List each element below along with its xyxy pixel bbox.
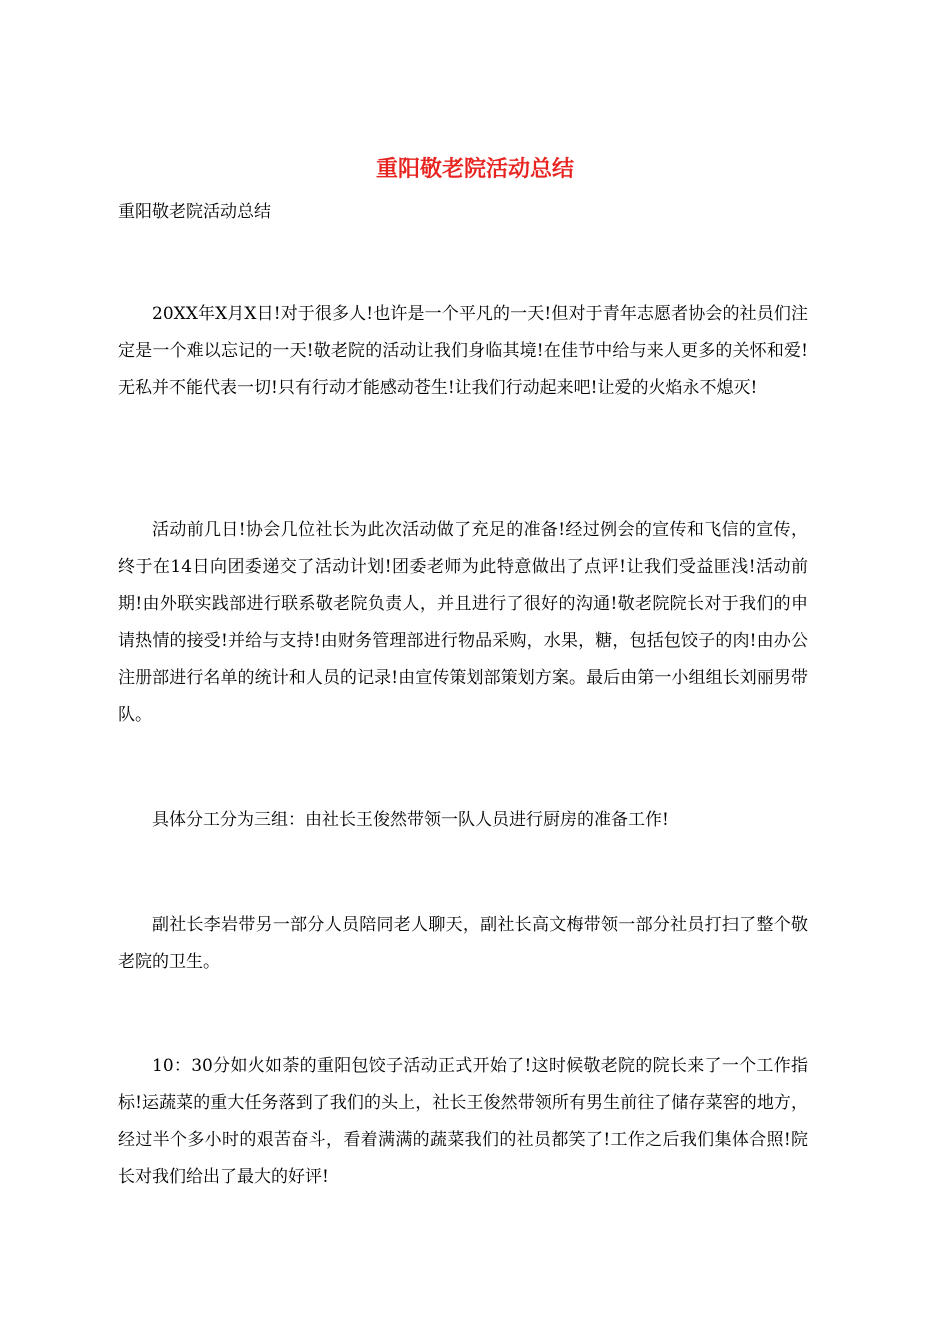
- paragraph-preparation: 活动前几日!协会几位社长为此次活动做了充足的准备!经过例会的宣传和飞信的宣传，终于在14日向团委递交了活动计划!团委老师为此特意做出了点评!让我们受益匪浅!活动前期!由外联实践部进行联系敬老院负责人，并且进行了很好的沟通!敬老院院长对于我们的申请热情的接受!并给与支持!由财务管理部进行物品采购，水果，糖，包括包饺子的肉!由办公注册部进行名单的统计和人员的记录!由宣传策划部策划方案。最后由第一小组组长刘丽男带队。: [118, 520, 808, 725]
- document-subtitle: 重阳敬老院活动总结: [118, 202, 271, 222]
- paragraph-dumpling-activity: 10：30分如火如荼的重阳包饺子活动正式开始了!这时候敬老院的院长来了一个工作指标!运蔬菜的重大任务落到了我们的头上，社长王俊然带领所有男生前往了储存菜窖的地方，经过半个多小时的艰苦奋斗，看着满满的蔬菜我们的社员都笑了!工作之后我们集体合照!院长对我们给出了最大的好评!: [118, 1056, 808, 1187]
- document-title: 重阳敬老院活动总结: [375, 156, 574, 182]
- paragraph-groups: 具体分工分为三组：由社长王俊然带领一队人员进行厨房的准备工作!: [152, 810, 669, 830]
- paragraph-intro: 20XX年X月X日!对于很多人!也许是一个平凡的一天!但对于青年志愿者协会的社员们注定是一个难以忘记的一天!敬老院的活动让我们身临其境!在佳节中给与来人更多的关怀和爱!无私并不能代表一切!只有行动才能感动苍生!让我们行动起来吧!让爱的火焰永不熄灭!: [118, 304, 808, 398]
- paragraph-vice-presidents: 副社长李岩带另一部分人员陪同老人聊天，副社长高文梅带领一部分社员打扫了整个敬老院的卫生。: [118, 915, 808, 972]
